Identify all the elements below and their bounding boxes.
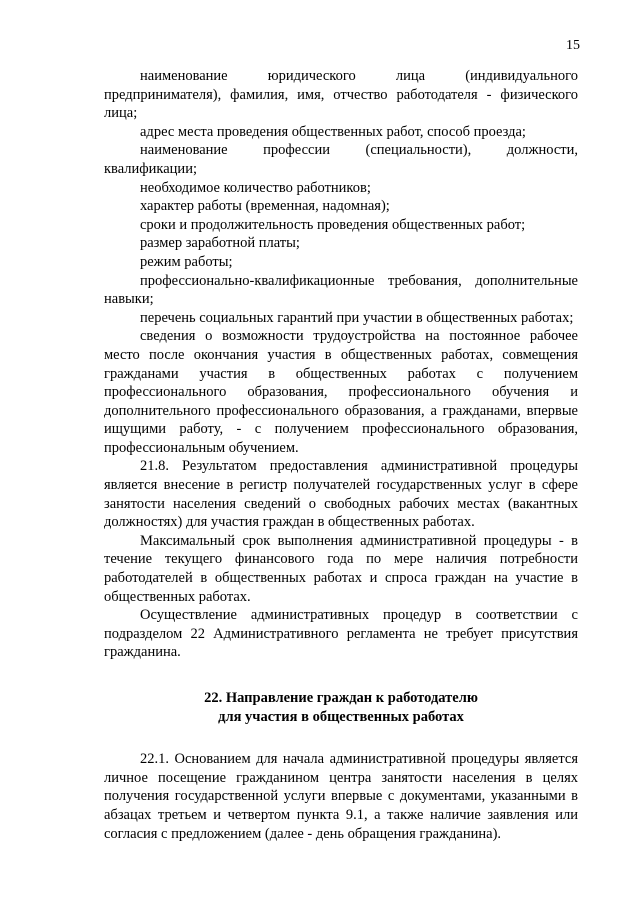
paragraph: профессионально-квалификационные требования, дополнительные навыки; <box>104 272 578 308</box>
paragraph: 22.1. Основанием для начала административной процедуры является личное посещение гражданином центра занятости населения в целях получения государственной услуги впервые с документами, указанными в абзацах третьем и четвертом пункта 9.1, а также наличие заявления или согласия с предложением (далее - день обращения гражданина). <box>104 751 578 842</box>
paragraph: Осуществление административных процедур в соответствии с подразделом 22 Административного регламента не требует присутствия гражданина. <box>104 607 578 661</box>
paragraph: 21.8. Результатом предоставления административной процедуры является внесение в регистр получателей государственных услуг в сфере занятости населения сведений о свободных рабочих местах (вакантных должностях) для участия граждан в общественных работах. <box>104 458 578 531</box>
page-content <box>104 67 578 843</box>
paragraph: наименование юридического лица (индивидуального предпринимателя), фамилия, имя, отчество работодателя - физического лица; <box>104 68 578 122</box>
section-heading-line: для участия в общественных работах <box>218 708 464 725</box>
paragraph: Максимальный срок выполнения административной процедуры - в течение текущего финансового года по мере наличия потребности работодателей в общественных работах и спроса граждан на участие в общественных работах. <box>104 532 578 605</box>
paragraph: наименование профессии (специальности), должности, квалификации; <box>104 142 578 177</box>
paragraph: необходимое количество работников; <box>140 179 371 196</box>
section-heading <box>104 689 578 726</box>
page-number: 15 <box>566 38 580 53</box>
paragraph: перечень социальных гарантий при участии в общественных работах; <box>140 309 574 326</box>
paragraph: размер заработной платы; <box>140 235 300 252</box>
paragraph: сроки и продолжительность проведения общественных работ; <box>140 216 526 233</box>
paragraph: адрес места проведения общественных работ, способ проезда; <box>140 123 526 140</box>
paragraph: характер работы (временная, надомная); <box>140 198 390 215</box>
paragraph: режим работы; <box>140 253 233 270</box>
section-heading-line: 22. Направление граждан к работодателю <box>204 690 478 706</box>
paragraph: сведения о возможности трудоустройства на постоянное рабочее место после окончания участия в общественных работах, совмещения гражданами участия в общественных работах с получением профессионального образования, профессионального обучения и дополнительного профессионального образования, а гражданами, впервые ищущими работу, - с получением профессионального образования, профессиональным обучением. <box>104 328 578 456</box>
